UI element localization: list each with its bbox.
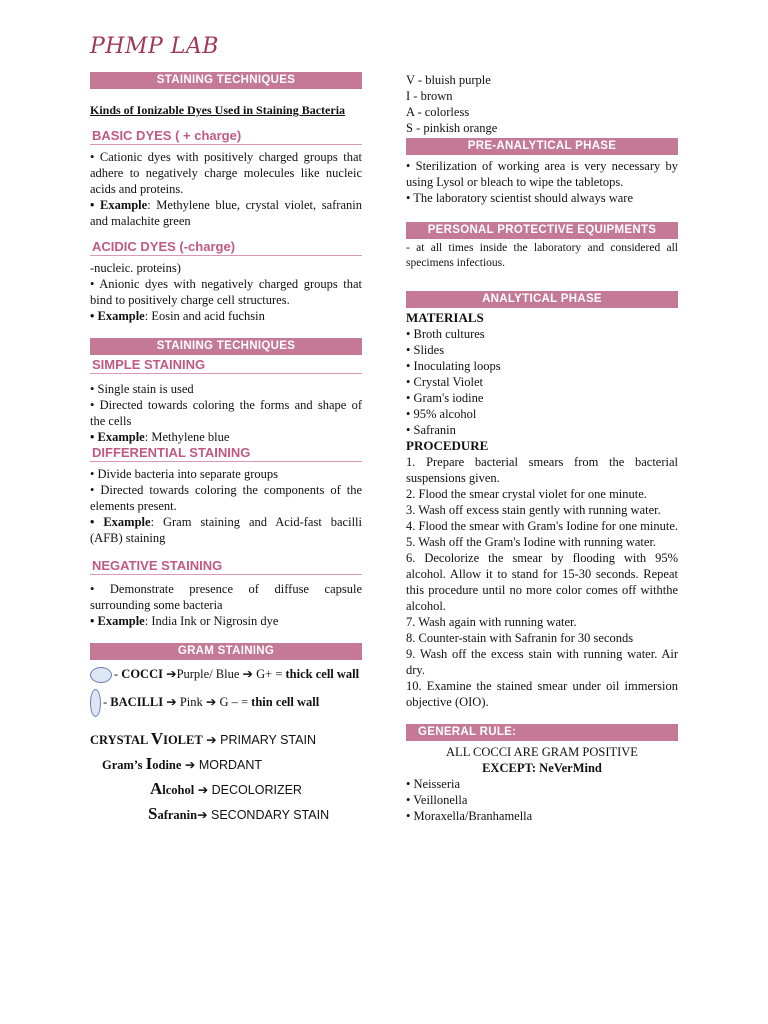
simple-staining-l1: • Single stain is used xyxy=(90,382,194,396)
basic-dyes-example: • Example: Methylene blue, crystal violet, safranin and malachite green xyxy=(90,198,362,228)
simple-staining-l2: • Directed towards coloring the forms and shape of the cells xyxy=(90,398,362,428)
key-s: S - pinkish orange xyxy=(406,121,498,135)
procedure-step: 9. Wash off the excess stain with running water. Air dry. xyxy=(406,647,678,677)
acidic-dyes-heading: ACIDIC DYES (-charge) xyxy=(90,239,362,256)
procedure-step: 4. Flood the smear with Gram's Iodine for one minute. xyxy=(406,519,678,533)
mnemonic-row-safranin: Safranin➔ SECONDARY STAIN xyxy=(148,804,330,824)
material-item: • Gram's iodine xyxy=(406,391,484,405)
procedure-step: 5. Wash off the Gram's Iodine with running water. xyxy=(406,535,657,549)
exception-item: • Neisseria xyxy=(406,777,461,791)
material-item: • Inoculating loops xyxy=(406,359,501,373)
exception-item: • Veillonella xyxy=(406,793,468,807)
negative-staining-l1: • Demonstrate presence of diffuse capsule surrounding some bacteria xyxy=(90,582,362,612)
rule-except: EXCEPT: NeVerMind xyxy=(482,761,602,775)
procedure-step: 6. Decolorize the smear by flooding with 95% alcohol. Allow it to stand for 15-30 seconds. Repeat this procedure until no more color comes off withthe alcohol. xyxy=(406,551,678,613)
key-i: I - brown xyxy=(406,89,453,103)
pre-analytical-l2: • The laboratory scientist should always ware xyxy=(406,191,634,205)
pre-analytical-l1: • Sterilization of working area is very necessary by using Lysol or bleach to wipe the tabletops. xyxy=(406,159,678,189)
procedure-heading: PROCEDURE xyxy=(406,438,489,453)
section-band-general-rule: GENERAL RULE: xyxy=(406,724,678,741)
bacilli-shape-icon xyxy=(90,689,101,717)
procedure-step: 3. Wash off excess stain gently with running water. xyxy=(406,503,661,517)
simple-staining-heading: SIMPLE STAINING xyxy=(90,357,362,374)
section-band-staining-techniques: STAINING TECHNIQUES xyxy=(90,72,362,89)
cocci-shape-icon xyxy=(90,667,112,683)
key-v: V - bluish purple xyxy=(406,73,491,87)
rule-line: ALL COCCI ARE GRAM POSITIVE xyxy=(446,745,638,759)
material-item: • Safranin xyxy=(406,423,456,437)
gram-stain-mnemonic xyxy=(90,727,362,827)
acidic-dyes-example: • Example: Eosin and acid fuchsin xyxy=(90,309,265,323)
simple-staining-example: • Example: Methylene blue xyxy=(90,430,230,444)
procedure-step: 7. Wash again with running water. xyxy=(406,615,577,629)
material-item: • Slides xyxy=(406,343,445,357)
negative-staining-heading: NEGATIVE STAINING xyxy=(90,558,362,575)
exception-item: • Moraxella/Branhamella xyxy=(406,809,533,823)
gram-bacilli-line: - BACILLI ➔ Pink ➔ G – = thin cell wall xyxy=(90,689,362,717)
procedure-step: 10. Examine the stained smear under oil immersion objective (OIO). xyxy=(406,679,678,709)
differential-staining-example: • Example: Gram staining and Acid-fast bacilli (AFB) staining xyxy=(90,515,362,545)
material-item: • Broth cultures xyxy=(406,327,485,341)
materials-heading: MATERIALS xyxy=(406,310,484,325)
mnemonic-row-alcohol: Alcohol ➔ DECOLORIZER xyxy=(150,779,302,799)
ppe-text: - at all times inside the laboratory and considered all specimens infectious. xyxy=(406,242,678,269)
section-band-ppe: PERSONAL PROTECTIVE EQUIPMENTS xyxy=(406,222,678,239)
procedure-step: 8. Counter-stain with Safranin for 30 seconds xyxy=(406,631,634,645)
left-column xyxy=(90,72,362,827)
mnemonic-row-crystal-violet: CRYSTAL VIOLET ➔ PRIMARY STAIN xyxy=(90,729,316,749)
procedure-step: 1. Prepare bacterial smears from the bacterial suspensions given. xyxy=(406,455,678,485)
mnemonic-row-grams-iodine: Gram’s Iodine ➔ MORDANT xyxy=(102,754,263,774)
key-a: A - colorless xyxy=(406,105,470,119)
acidic-dyes-description: • Anionic dyes with negatively charged groups that bind to positively charge cell structures. xyxy=(90,277,362,307)
right-column xyxy=(406,72,678,824)
section-band-analytical: ANALYTICAL PHASE xyxy=(406,291,678,308)
acidic-dyes-note: -nucleic. proteins) xyxy=(90,261,181,275)
differential-staining-l2: • Directed towards coloring the components of the elements present. xyxy=(90,483,362,513)
basic-dyes-heading: BASIC DYES ( + charge) xyxy=(90,128,362,145)
section-band-gram-staining: GRAM STAINING xyxy=(90,643,362,660)
section-band-pre-analytical: PRE-ANALYTICAL PHASE xyxy=(406,138,678,155)
procedure-step: 2. Flood the smear crystal violet for one minute. xyxy=(406,487,647,501)
differential-staining-l1: • Divide bacteria into separate groups xyxy=(90,467,278,481)
negative-staining-example: • Example: India Ink or Nigrosin dye xyxy=(90,614,279,628)
material-item: • Crystal Violet xyxy=(406,375,484,389)
basic-dyes-description: • Cationic dyes with positively charged groups that adhere to negatively charge molecules like nucleic acids and proteins. xyxy=(90,150,362,196)
kinds-of-dyes-heading: Kinds of Ionizable Dyes Used in Staining Bacteria xyxy=(90,103,346,117)
differential-staining-heading: DIFFERENTIAL STAINING xyxy=(90,445,362,462)
section-band-staining-techniques-2: STAINING TECHNIQUES xyxy=(90,338,362,355)
material-item: • 95% alcohol xyxy=(406,407,477,421)
gram-cocci-line: - COCCI ➔Purple/ Blue ➔ G+ = thick cell wall xyxy=(90,666,362,683)
page-title: PHMP LAB xyxy=(90,34,219,59)
